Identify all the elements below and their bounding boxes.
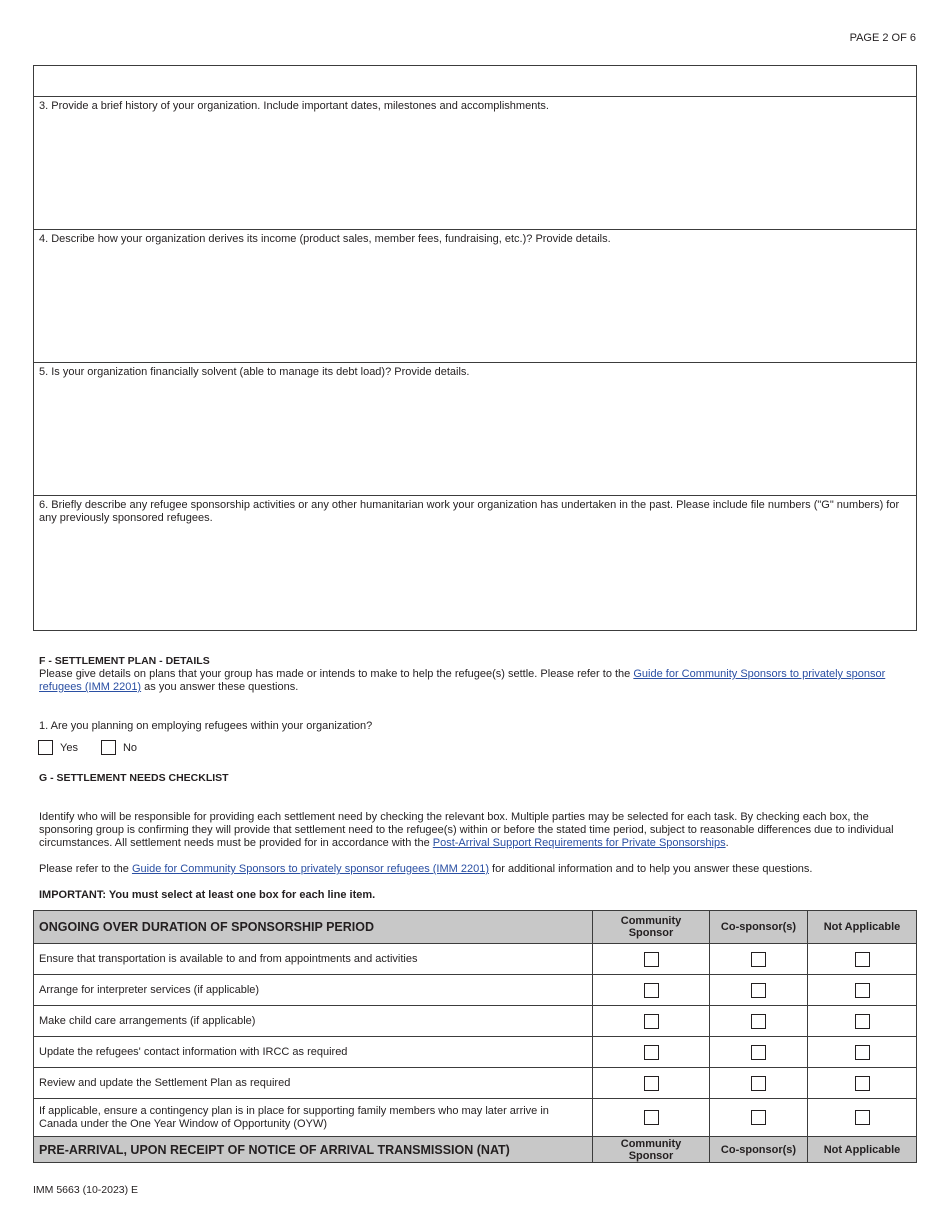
no-label: No <box>122 741 138 754</box>
community-sponsor-checkbox[interactable] <box>644 1076 659 1091</box>
group2-header-row <box>34 1137 917 1163</box>
table-row <box>34 944 917 975</box>
co-sponsor-checkbox[interactable] <box>751 983 766 998</box>
no-checkbox[interactable] <box>101 740 116 755</box>
settlement-needs-table <box>33 910 917 1163</box>
task-label: Review and update the Settlement Plan as required <box>34 1068 593 1099</box>
question-4 <box>34 230 916 363</box>
section-g-para1-end: . <box>725 837 729 849</box>
section-g-title: G - SETTLEMENT NEEDS CHECKLIST <box>39 772 229 784</box>
section-f-intro-text: Please give details on plans that your group has made or intends to make to help the refugee(s) settle. Please refer to the <box>39 668 634 680</box>
col-community-sponsor: Community Sponsor <box>593 1137 710 1163</box>
not-applicable-checkbox[interactable] <box>855 1076 870 1091</box>
not-applicable-checkbox[interactable] <box>855 983 870 998</box>
question-4-label: 4. Describe how your organization derives its income (product sales, member fees, fundraising, etc.)? Provide details. <box>39 233 611 245</box>
co-sponsor-checkbox[interactable] <box>751 1076 766 1091</box>
section-g-para2 <box>39 863 899 876</box>
question-6-label: 6. Briefly describe any refugee sponsorship activities or any other humanitarian work your organization has undertaken in the past. Please include file numbers ("G" numbers) for any previously sponsored refugees. <box>39 499 900 524</box>
section-f-intro-end: as you answer these questions. <box>141 681 299 693</box>
question-6-answer[interactable] <box>39 525 915 609</box>
task-label: Make child care arrangements (if applicable) <box>34 1006 593 1037</box>
task-label: If applicable, ensure a contingency plan is in place for supporting family members who may later arrive in Canada under the One Year Window of Opportunity (OYW) <box>34 1099 593 1137</box>
group1-title: ONGOING OVER DURATION OF SPONSORSHIP PERIOD <box>34 911 593 944</box>
community-sponsor-checkbox[interactable] <box>644 952 659 967</box>
question-3-answer[interactable] <box>39 113 915 212</box>
not-applicable-checkbox[interactable] <box>855 1014 870 1029</box>
question-3-label: 3. Provide a brief history of your organization. Include important dates, milestones and accomplishments. <box>39 100 549 112</box>
guide-imm2201-link[interactable]: Guide for Community Sponsors to privately sponsor refugees (IMM 2201) <box>39 668 886 693</box>
important-note: IMPORTANT: You must select at least one box for each line item. <box>39 889 376 901</box>
question-3 <box>34 97 916 230</box>
section-g-para1 <box>39 811 899 850</box>
section-g-para2-end: for additional information and to help you answer these questions. <box>489 863 813 875</box>
co-sponsor-checkbox[interactable] <box>751 1014 766 1029</box>
post-arrival-support-link[interactable]: Post-Arrival Support Requirements for Private Sponsorships <box>432 837 726 849</box>
question-6 <box>34 496 916 631</box>
yes-checkbox[interactable] <box>38 740 53 755</box>
employ-refugees-options <box>38 740 160 755</box>
section-g-para1-text: Identify who will be responsible for providing each settlement need by checking the relevant box. Multiple parties may be selected for each task. By checking each box, the sponsoring group is confirming they will provide that settlement need to the refugee(s) within or before the stated time period, subject to reasonable differences due to individual circumstances. All settlement needs must be provided for in accordance with the <box>39 811 894 849</box>
col-not-applicable: Not Applicable <box>808 1137 917 1163</box>
section-f-intro <box>39 668 899 694</box>
questions-box <box>33 65 917 631</box>
question-5-label: 5. Is your organization financially solvent (able to manage its debt load)? Provide details. <box>39 366 470 378</box>
community-sponsor-checkbox[interactable] <box>644 1045 659 1060</box>
continued-blank-row <box>34 66 916 97</box>
question-5-answer[interactable] <box>39 379 915 478</box>
col-not-applicable: Not Applicable <box>808 911 917 944</box>
yes-label: Yes <box>60 741 78 754</box>
not-applicable-checkbox[interactable] <box>855 1045 870 1060</box>
form-footer-code: IMM 5663 (10-2023) E <box>33 1184 139 1196</box>
section-f <box>39 655 899 694</box>
group2-title: PRE-ARRIVAL, UPON RECEIPT OF NOTICE OF ARRIVAL TRANSMISSION (NAT) <box>34 1137 593 1163</box>
section-f-question-1: 1. Are you planning on employing refugees within your organization? <box>39 720 373 732</box>
table-row <box>34 1037 917 1068</box>
community-sponsor-checkbox[interactable] <box>644 1110 659 1125</box>
page-number: PAGE 2 OF 6 <box>849 32 916 44</box>
task-label: Ensure that transportation is available to and from appointments and activities <box>34 944 593 975</box>
section-g-para2-text: Please refer to the <box>39 863 132 875</box>
co-sponsor-checkbox[interactable] <box>751 1110 766 1125</box>
table-row <box>34 1006 917 1037</box>
question-4-answer[interactable] <box>39 246 915 345</box>
col-co-sponsors: Co-sponsor(s) <box>710 911 808 944</box>
guide-imm2201-link-2[interactable]: Guide for Community Sponsors to privately sponsor refugees (IMM 2201) <box>131 863 489 875</box>
community-sponsor-checkbox[interactable] <box>644 983 659 998</box>
not-applicable-checkbox[interactable] <box>855 1110 870 1125</box>
table-row <box>34 975 917 1006</box>
section-f-title: F - SETTLEMENT PLAN - DETAILS <box>39 655 210 667</box>
table-row <box>34 1068 917 1099</box>
task-label: Update the refugees' contact information with IRCC as required <box>34 1037 593 1068</box>
question-5 <box>34 363 916 496</box>
table-row <box>34 1099 917 1137</box>
co-sponsor-checkbox[interactable] <box>751 1045 766 1060</box>
co-sponsor-checkbox[interactable] <box>751 952 766 967</box>
community-sponsor-checkbox[interactable] <box>644 1014 659 1029</box>
col-community-sponsor: Community Sponsor <box>593 911 710 944</box>
group1-header-row <box>34 911 917 944</box>
col-co-sponsors: Co-sponsor(s) <box>710 1137 808 1163</box>
not-applicable-checkbox[interactable] <box>855 952 870 967</box>
task-label: Arrange for interpreter services (if applicable) <box>34 975 593 1006</box>
